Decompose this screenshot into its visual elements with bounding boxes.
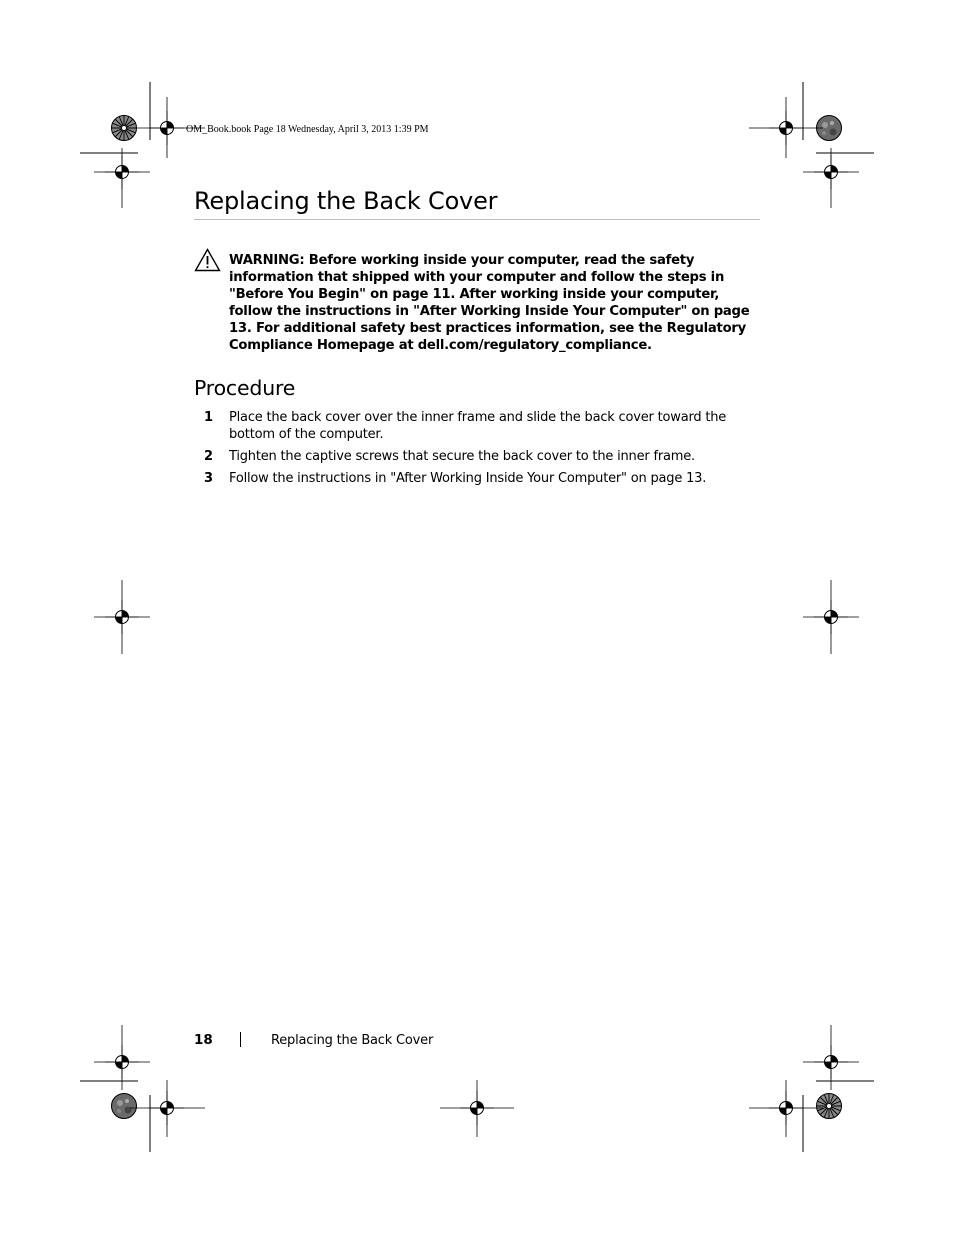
procedure-step [194,409,754,443]
page-title: Replacing the Back Cover [194,187,760,220]
print-slug: OM_Book.book Page 18 Wednesday, April 3, 2013 1:39 PM [186,124,429,135]
step-number: 2 [204,449,213,464]
procedure-step [194,448,754,465]
warning-triangle-icon [194,248,221,272]
footer-divider [240,1032,241,1047]
warning-text: WARNING: Before working inside your computer, read the safety information that shipped with your computer and follow the steps in "Before You Begin" on page 11. After working inside your computer, follow the instructions in "After Working Inside Your Computer" on page 13. For additional safety best practices information, see the Regulatory Compliance Homepage at dell.com/regulatory_compliance. [229,253,750,353]
step-text: Place the back cover over the inner frame and slide the back cover toward the bottom of the computer. [229,410,727,442]
color-bar-blob-icon [112,1094,137,1119]
footer-section-title: Replacing the Back Cover [271,1033,434,1048]
crop-lines [80,82,874,1152]
footer-page-number: 18 [194,1032,213,1048]
procedure-steps [194,409,754,492]
procedure-heading: Procedure [194,376,296,400]
step-number: 1 [204,410,213,425]
step-text: Tighten the captive screws that secure the back cover to the inner frame. [229,449,695,464]
color-bar-star-icon [817,1094,842,1119]
procedure-step [194,470,754,487]
step-text: Follow the instructions in "After Working Inside Your Computer" on page 13. [229,471,707,486]
step-number: 3 [204,471,213,486]
